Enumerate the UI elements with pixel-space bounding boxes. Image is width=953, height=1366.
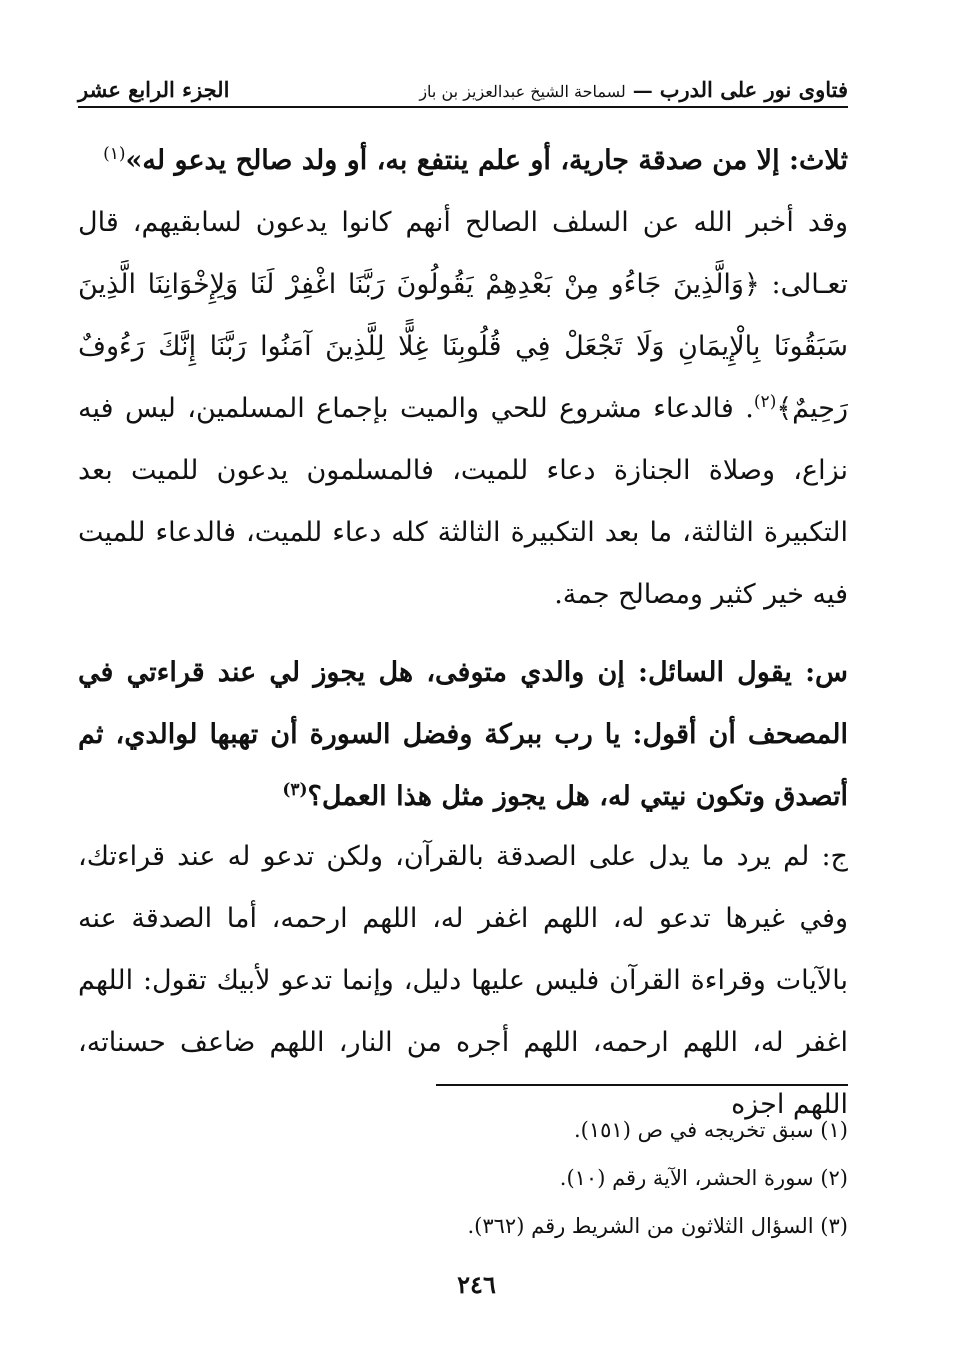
hadith-line	[78, 130, 848, 192]
header-author: لسماحة الشيخ عبدالعزيز بن باز	[419, 81, 626, 101]
paragraph-dua	[78, 192, 848, 626]
footnote-1: (١) سبق تخريجه في ص (١٥١).	[574, 1118, 848, 1142]
paragraph-rest: . فالدعاء مشروع للحي والميت بإجماع المسلمين، ليس فيه نزاع، وصلاة الجنازة دعاء للميت، فالمسلمون يدعون للميت بعد التكبيرة الثالثة، ما بعد التكبيرة الثالثة كله دعاء للميت، فالدعاء للميت فيه خير كثير ومصالح جمة.	[78, 393, 848, 610]
hadith-text: ثلاث: إلا من صدقة جارية، أو علم ينتفع به، أو ولد صالح يدعو له»	[125, 145, 848, 176]
header-book-title: فتاوى نور على الدرب	[659, 76, 848, 102]
footnote-ref-2: (٢)	[753, 392, 777, 412]
footnotes	[300, 1106, 848, 1250]
intro-text: وقد أخبر الله عن السلف الصالح أنهم كانوا يدعون لسابقيهم، قال تعـالى:	[78, 207, 849, 300]
quran-verse: ﴿وَالَّذِينَ جَاءُو مِنْ بَعْدِهِمْ يَقُولُونَ رَبَّنَا اغْفِرْ لَنَا وَلِإِخْوَانِنَا الَّذِينَ سَبَقُونَا بِالْإِيمَانِ وَلَا تَجْعَلْ فِي قُلُوبِنَا غِلًّا لِلَّذِينَ آمَنُوا رَبَّنَا إِنَّكَ رَءُوفٌ رَحِيمٌ﴾	[78, 269, 848, 424]
footnote-3: (٣) السؤال الثلاثون من الشريط رقم (٣٦٢).	[467, 1214, 848, 1238]
page-number: ٢٤٦	[457, 1270, 496, 1299]
body-text	[78, 130, 848, 626]
answer-text: ج: لم يرد ما يدل على الصدقة بالقرآن، ولكن تدعو له عند قراءتك، وفي غيرها تدعو له، اللهم اغفر له، اللهم ارحمه، أما الصدقة عنه بالآيات وقراءة القرآن فليس عليها دليل، وإنما تدعو لأبيك تقول: اللهم اغفر له، اللهم ارحمه، اللهم أجره من النار، اللهم ضاعف حسناته، اللهم اجزه	[78, 841, 848, 1120]
footnote-2: (٢) سورة الحشر، الآية رقم (١٠).	[559, 1166, 848, 1190]
header-volume: الجزء الرابع عشر	[78, 76, 230, 102]
question-text-line	[78, 642, 848, 828]
footnote-ref-1: (١)	[103, 144, 126, 164]
header-book-info: فتاوى نور على الدرب — لسماحة الشيخ عبدالعزيز بن باز	[419, 76, 848, 102]
question-block	[78, 642, 848, 828]
question-text: س: يقول السائل: إن والدي متوفى، هل يجوز لي عند قراءتي في المصحف أن أقول: يا رب ببركة وفضل السورة أن تهبها لوالدي، ثم أتصدق وتكون نيتي له، هل يجوز مثل هذا العمل؟	[78, 657, 848, 812]
footnote-divider	[436, 1084, 848, 1086]
running-header	[78, 72, 848, 108]
footnote-ref-3: (٣)	[282, 780, 308, 800]
answer-block	[78, 826, 848, 1136]
